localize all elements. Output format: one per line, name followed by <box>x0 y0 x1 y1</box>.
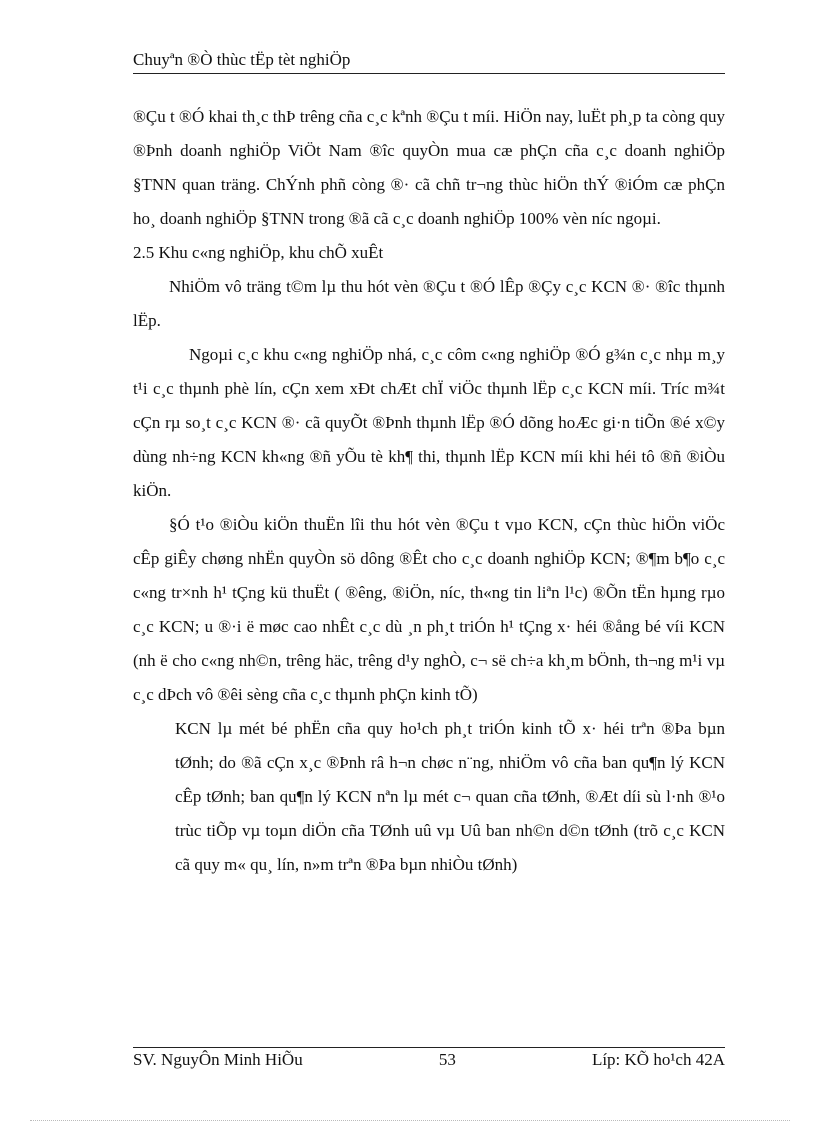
header-divider <box>133 73 725 74</box>
paragraph-block-indented: KCN lµ mét bé phËn cña quy ho¹ch ph¸t triÓn kinh tÕ x· héi trªn ®Þa bµn tØnh; do ®ã cÇn x¸c ®Þnh râ h¬n chøc n¨ng, nhiÖm vô cña ban qu¶n lý KCN cÊp tØnh; ban qu¶n lý KCN nªn lµ mét c¬ quan cña tØnh, ®Æt díi sù l·nh ®¹o trùc tiÕp vµ toµn diÖn cña TØnh uû vµ Uû ban nh©n d©n tØnh (trõ c¸c KCN cã quy m« qu¸ lín, n»m trªn ®Þa bµn nhiÒu tØnh) <box>175 719 725 874</box>
paragraph: Ngoµi c¸c khu c«ng nghiÖp nhá, c¸c côm c«ng nghiÖp ®Ó g¾n c¸c nhµ m¸y t¹i c¸c thµnh phè lín, cÇn xem xÐt chÆt chÏ viÖc thµnh lËp c¸c KCN míi. Tríc m¾t cÇn rµ so¸t c¸c KCN ®· cã quyÕt ®Þnh thµnh lËp ®Ó dõng hoÆc gi·n tiÕn ®é x©y dùng nh÷ng KCN kh«ng ®ñ yÕu tè kh¶ thi, thµnh lËp KCN míi khi héi tô ®ñ ®iÒu kiÖn. <box>133 345 725 500</box>
paragraph: §Ó t¹o ®iÒu kiÖn thuËn lîi thu hót vèn ®Çu t vµo KCN, cÇn thùc hiÖn viÖc cÊp giÊy chøng nhËn quyÒn sö dông ®Êt cho c¸c doanh nghiÖp KCN; ®¶m b¶o c¸c c«ng tr×nh h¹ tÇng kü thuËt ( ®êng, ®iÖn, níc, th«ng tin liªn l¹c) ®Õn tËn hµng rµo c¸c KCN; u ®·i ë møc cao nhÊt c¸c dù ¸n ph¸t triÓn h¹ tÇng x· héi ®ång bé víi KCN (nh ë cho c«ng nh©n, trêng häc, trêng d¹y nghÒ, c¬ së ch÷a kh¸m bÖnh, th¬ng m¹i vµ c¸c dÞch vô ®êi sèng cña c¸c thµnh phÇn kinh tÕ) <box>133 515 725 704</box>
page-edge <box>30 1120 790 1121</box>
section-heading: 2.5 Khu c«ng nghiÖp, khu chÕ xuÊt <box>133 243 384 262</box>
body-text <box>133 100 725 882</box>
page-footer <box>133 1050 725 1070</box>
footer-class: Líp: KÕ ho¹ch 42A <box>591 1050 725 1069</box>
paragraph-continuation: ®Çu t ®Ó khai th¸c thÞ trêng cña c¸c kªnh ®Çu t míi. HiÖn nay, luËt ph¸p ta còng quy ®Þnh doanh nghiÖp ViÖt Nam ®îc quyÒn mua cæ phÇn cña c¸c doanh nghiÖp §TNN quan träng. ChÝnh phñ còng ®· cã chñ tr¬ng thùc hiÖn thÝ ®iÓm cæ phÇn ho¸ doanh nghiÖp §TNN trong ®ã cã c¸c doanh nghiÖp 100% vèn níc ngoµi. <box>133 107 725 228</box>
page-header: Chuyªn ®Ò thùc tËp tèt nghiÖp <box>133 50 351 69</box>
page-number: 53 <box>438 1050 456 1069</box>
paragraph: NhiÖm vô träng t©m lµ thu hót vèn ®Çu t ®Ó lÊp ®Çy c¸c KCN ®· ®îc thµnh lËp. <box>133 277 725 330</box>
footer-divider <box>133 1047 725 1048</box>
footer-student-name: SV. NguyÔn Minh HiÕu <box>133 1050 303 1069</box>
